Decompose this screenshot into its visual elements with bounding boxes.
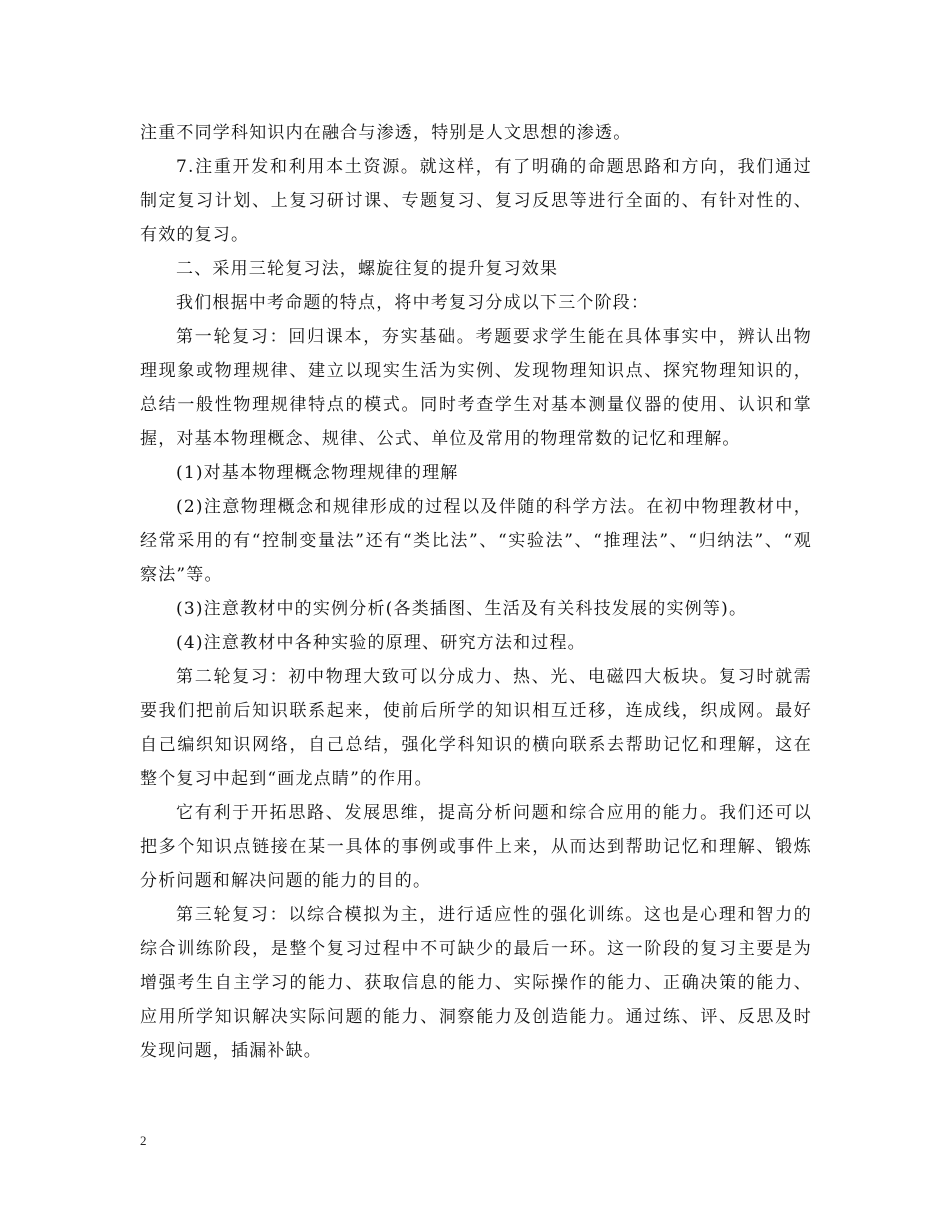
paragraph-0: 注重不同学科知识内在融合与渗透，特别是人文思想的渗透。 — [140, 123, 632, 143]
document-body — [140, 116, 812, 1068]
paragraph-round-one: 第一轮复习：回归课本，夯实基础。考题要求学生能在具体事实中，辨认出物理现象或物理规律、建立以现实生活为实例、发现物理知识点、探究物理知识的，总结一般性物理规律特点的模式。同时考查学生对基本测量仪器的使用、认识和掌握，对基本物理概念、规律、公式、单位及常用的物理常数的记忆和理解。 — [140, 327, 812, 449]
paragraph-round-three: 第三轮复习：以综合模拟为主，进行适应性的强化训练。这也是心理和智力的综合训练阶段，是整个复习过程中不可缺少的最后一环。这一阶段的复习主要是为增强考生自主学习的能力、获取信息的能力、实际操作的能力、正确决策的能力、应用所学知识解决实际问题的能力、洞察能力及创造能力。通过练、评、反思及时发现问题，插漏补缺。 — [140, 905, 812, 1061]
list-item-4: (4)注意教材中各种实验的原理、研究方法和过程。 — [176, 633, 586, 653]
paragraph-3: 我们根据中考命题的特点，将中考复习分成以下三个阶段： — [176, 293, 650, 313]
paragraph-10: 它有利于开拓思路、发展思维，提高分析问题和综合应用的能力。我们还可以把多个知识点链接在某一具体的事例或事件上来，从而达到帮助记忆和理解、锻炼分析问题和解决问题的能力的目的。 — [140, 803, 812, 891]
paragraph-1: 7.注重开发和利用本土资源。就这样，有了明确的命题思路和方向，我们通过制定复习计划、上复习研讨课、专题复习、复习反思等进行全面的、有针对性的、有效的复习。 — [140, 157, 812, 245]
list-item-2: (2)注意物理概念和规律形成的过程以及伴随的科学方法。在初中物理教材中，经常采用的有“控制变量法”还有“类比法”、“实验法”、“推理法”、“归纳法”、“观察法”等。 — [140, 497, 812, 585]
page-number: 2 — [140, 1133, 147, 1148]
section-heading-2: 二、采用三轮复习法，螺旋往复的提升复习效果 — [176, 259, 559, 279]
list-item-1: (1)对基本物理概念物理规律的理解 — [176, 463, 459, 483]
paragraph-round-two: 第二轮复习：初中物理大致可以分成力、热、光、电磁四大板块。复习时就需要我们把前后知识联系起来，使前后所学的知识相互迁移，连成线，织成网。最好自己编织知识网络，自己总结，强化学科知识的横向联系去帮助记忆和理解，这在整个复习中起到“画龙点睛”的作用。 — [140, 667, 812, 789]
list-item-3: (3)注意教材中的实例分析(各类插图、生活及有关科技发展的实例等)。 — [176, 599, 748, 619]
